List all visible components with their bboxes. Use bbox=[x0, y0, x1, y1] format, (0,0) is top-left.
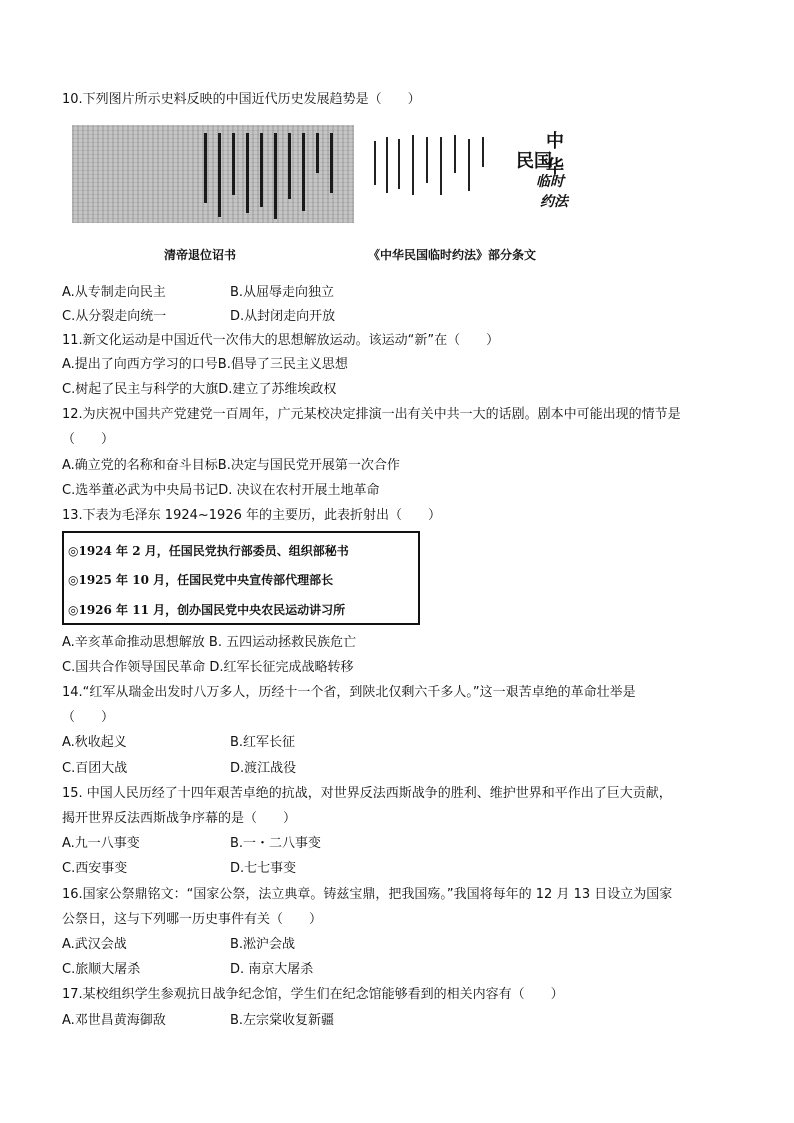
q12-stem: 12.为庆祝中国共产党建党一百周年，广元某校决定排演一出有关中共一大的话剧。剧本中可能出现的情节是 bbox=[62, 407, 681, 422]
abdication-edict-image bbox=[72, 125, 354, 223]
q14-stem: 14.“红军从瑞金出发时八万多人，历经十一个省，到陕北仅剩六千多人。”这一艰苦卓绝的革命壮举是 bbox=[62, 685, 636, 700]
q14-option-c[interactable]: C.百团大战 bbox=[62, 761, 128, 776]
q11-options-line2[interactable]: C.树起了民主与科学的大旗D.建立了苏维埃政权 bbox=[62, 382, 337, 397]
q10-stem: 10.下列图片所示史料反映的中国近代历史发展趋势是（ ） bbox=[62, 92, 421, 107]
q15-stem: 15. 中国人民历经了十四年艰苦卓绝的抗战，对世界反法西斯战争的胜利、维护世界和平作出了巨大贡献， bbox=[62, 786, 672, 801]
q13-options-line1[interactable]: A.辛亥革命推动思想解放 B. 五四运动拯救民族危亡 bbox=[62, 635, 357, 650]
table-row: ◎1926 年 11 月，创办国民党中央农民运动讲习所 bbox=[68, 603, 346, 617]
q14-option-b[interactable]: B.红军长征 bbox=[230, 735, 296, 750]
seal-text-1: 中华 bbox=[546, 131, 564, 178]
q14-option-d[interactable]: D.渡江战役 bbox=[230, 761, 297, 776]
q15-option-d[interactable]: D.七七事变 bbox=[230, 861, 297, 876]
q16-option-d[interactable]: D. 南京大屠杀 bbox=[230, 962, 314, 977]
q11-stem: 11.新文化运动是中国近代一次伟大的思想解放运动。该运动“新”在（ ） bbox=[62, 333, 500, 348]
q10-option-d[interactable]: D.从封闭走向开放 bbox=[230, 309, 336, 324]
q16-option-a[interactable]: A.武汉会战 bbox=[62, 937, 127, 952]
seal-text-4: 约法 bbox=[540, 194, 568, 210]
caption-provisional-constitution: 《中华民国临时约法》部分条文 bbox=[368, 248, 537, 262]
q13-resume-table bbox=[62, 531, 420, 625]
q10-option-a[interactable]: A.从专制走向民主 bbox=[62, 285, 166, 300]
q13-stem: 13.下表为毛泽东 1924~1926 年的主要历，此表折射出（ ） bbox=[62, 508, 441, 523]
q12-options-line1[interactable]: A.确立党的名称和奋斗目标B.决定与国民党开展第一次合作 bbox=[62, 458, 400, 473]
seal-text-2: 民国 bbox=[516, 151, 552, 172]
q16-option-c[interactable]: C.旅顺大屠杀 bbox=[62, 962, 141, 977]
provisional-constitution-image bbox=[368, 125, 578, 223]
q10-option-b[interactable]: B.从屈辱走向独立 bbox=[230, 285, 335, 300]
q17-option-b[interactable]: B.左宗棠收复新疆 bbox=[230, 1013, 335, 1028]
q16-option-b[interactable]: B.淞沪会战 bbox=[230, 937, 296, 952]
table-row: ◎1925 年 10 月，任国民党中央宣传部代理部长 bbox=[68, 573, 334, 587]
q15-option-c[interactable]: C.西安事变 bbox=[62, 861, 128, 876]
caption-abdication-edict: 清帝退位诏书 bbox=[164, 248, 237, 262]
q17-stem: 17.某校组织学生参观抗日战争纪念馆，学生们在纪念馆能够看到的相关内容有（ ） bbox=[62, 987, 564, 1002]
q13-options-line2[interactable]: C.国共合作领导国民革命 D.红军长征完成战略转移 bbox=[62, 660, 354, 675]
q17-option-a[interactable]: A.邓世昌黄海御敌 bbox=[62, 1013, 166, 1028]
q15-option-b[interactable]: B.一・二八事变 bbox=[230, 836, 322, 851]
q15-stem-cont: 揭开世界反法西斯战争序幕的是（ ） bbox=[62, 811, 297, 826]
q12-stem-cont: （ ） bbox=[62, 432, 115, 447]
q16-stem: 16.国家公祭鼎铭文：“国家公祭，法立典章。铸兹宝鼎，把我国殇。”我国将每年的 12 月 13 日设立为国家 bbox=[62, 887, 673, 902]
q12-options-line2[interactable]: C.选举董必武为中央局书记D. 决议在农村开展土地革命 bbox=[62, 483, 380, 498]
q14-option-a[interactable]: A.秋收起义 bbox=[62, 735, 127, 750]
table-row: ◎1924 年 2 月，任国民党执行部委员、组织部秘书 bbox=[68, 544, 349, 558]
q10-option-c[interactable]: C.从分裂走向统一 bbox=[62, 309, 167, 324]
q14-stem-cont: （ ） bbox=[62, 710, 115, 725]
q15-option-a[interactable]: A.九一八事变 bbox=[62, 836, 140, 851]
q11-options-line1[interactable]: A.提出了向西方学习的口号B.倡导了三民主义思想 bbox=[62, 357, 348, 372]
seal-text-3: 临时 bbox=[536, 174, 564, 190]
q16-stem-cont: 公祭日，这与下列哪一历史事件有关（ ） bbox=[62, 912, 323, 927]
